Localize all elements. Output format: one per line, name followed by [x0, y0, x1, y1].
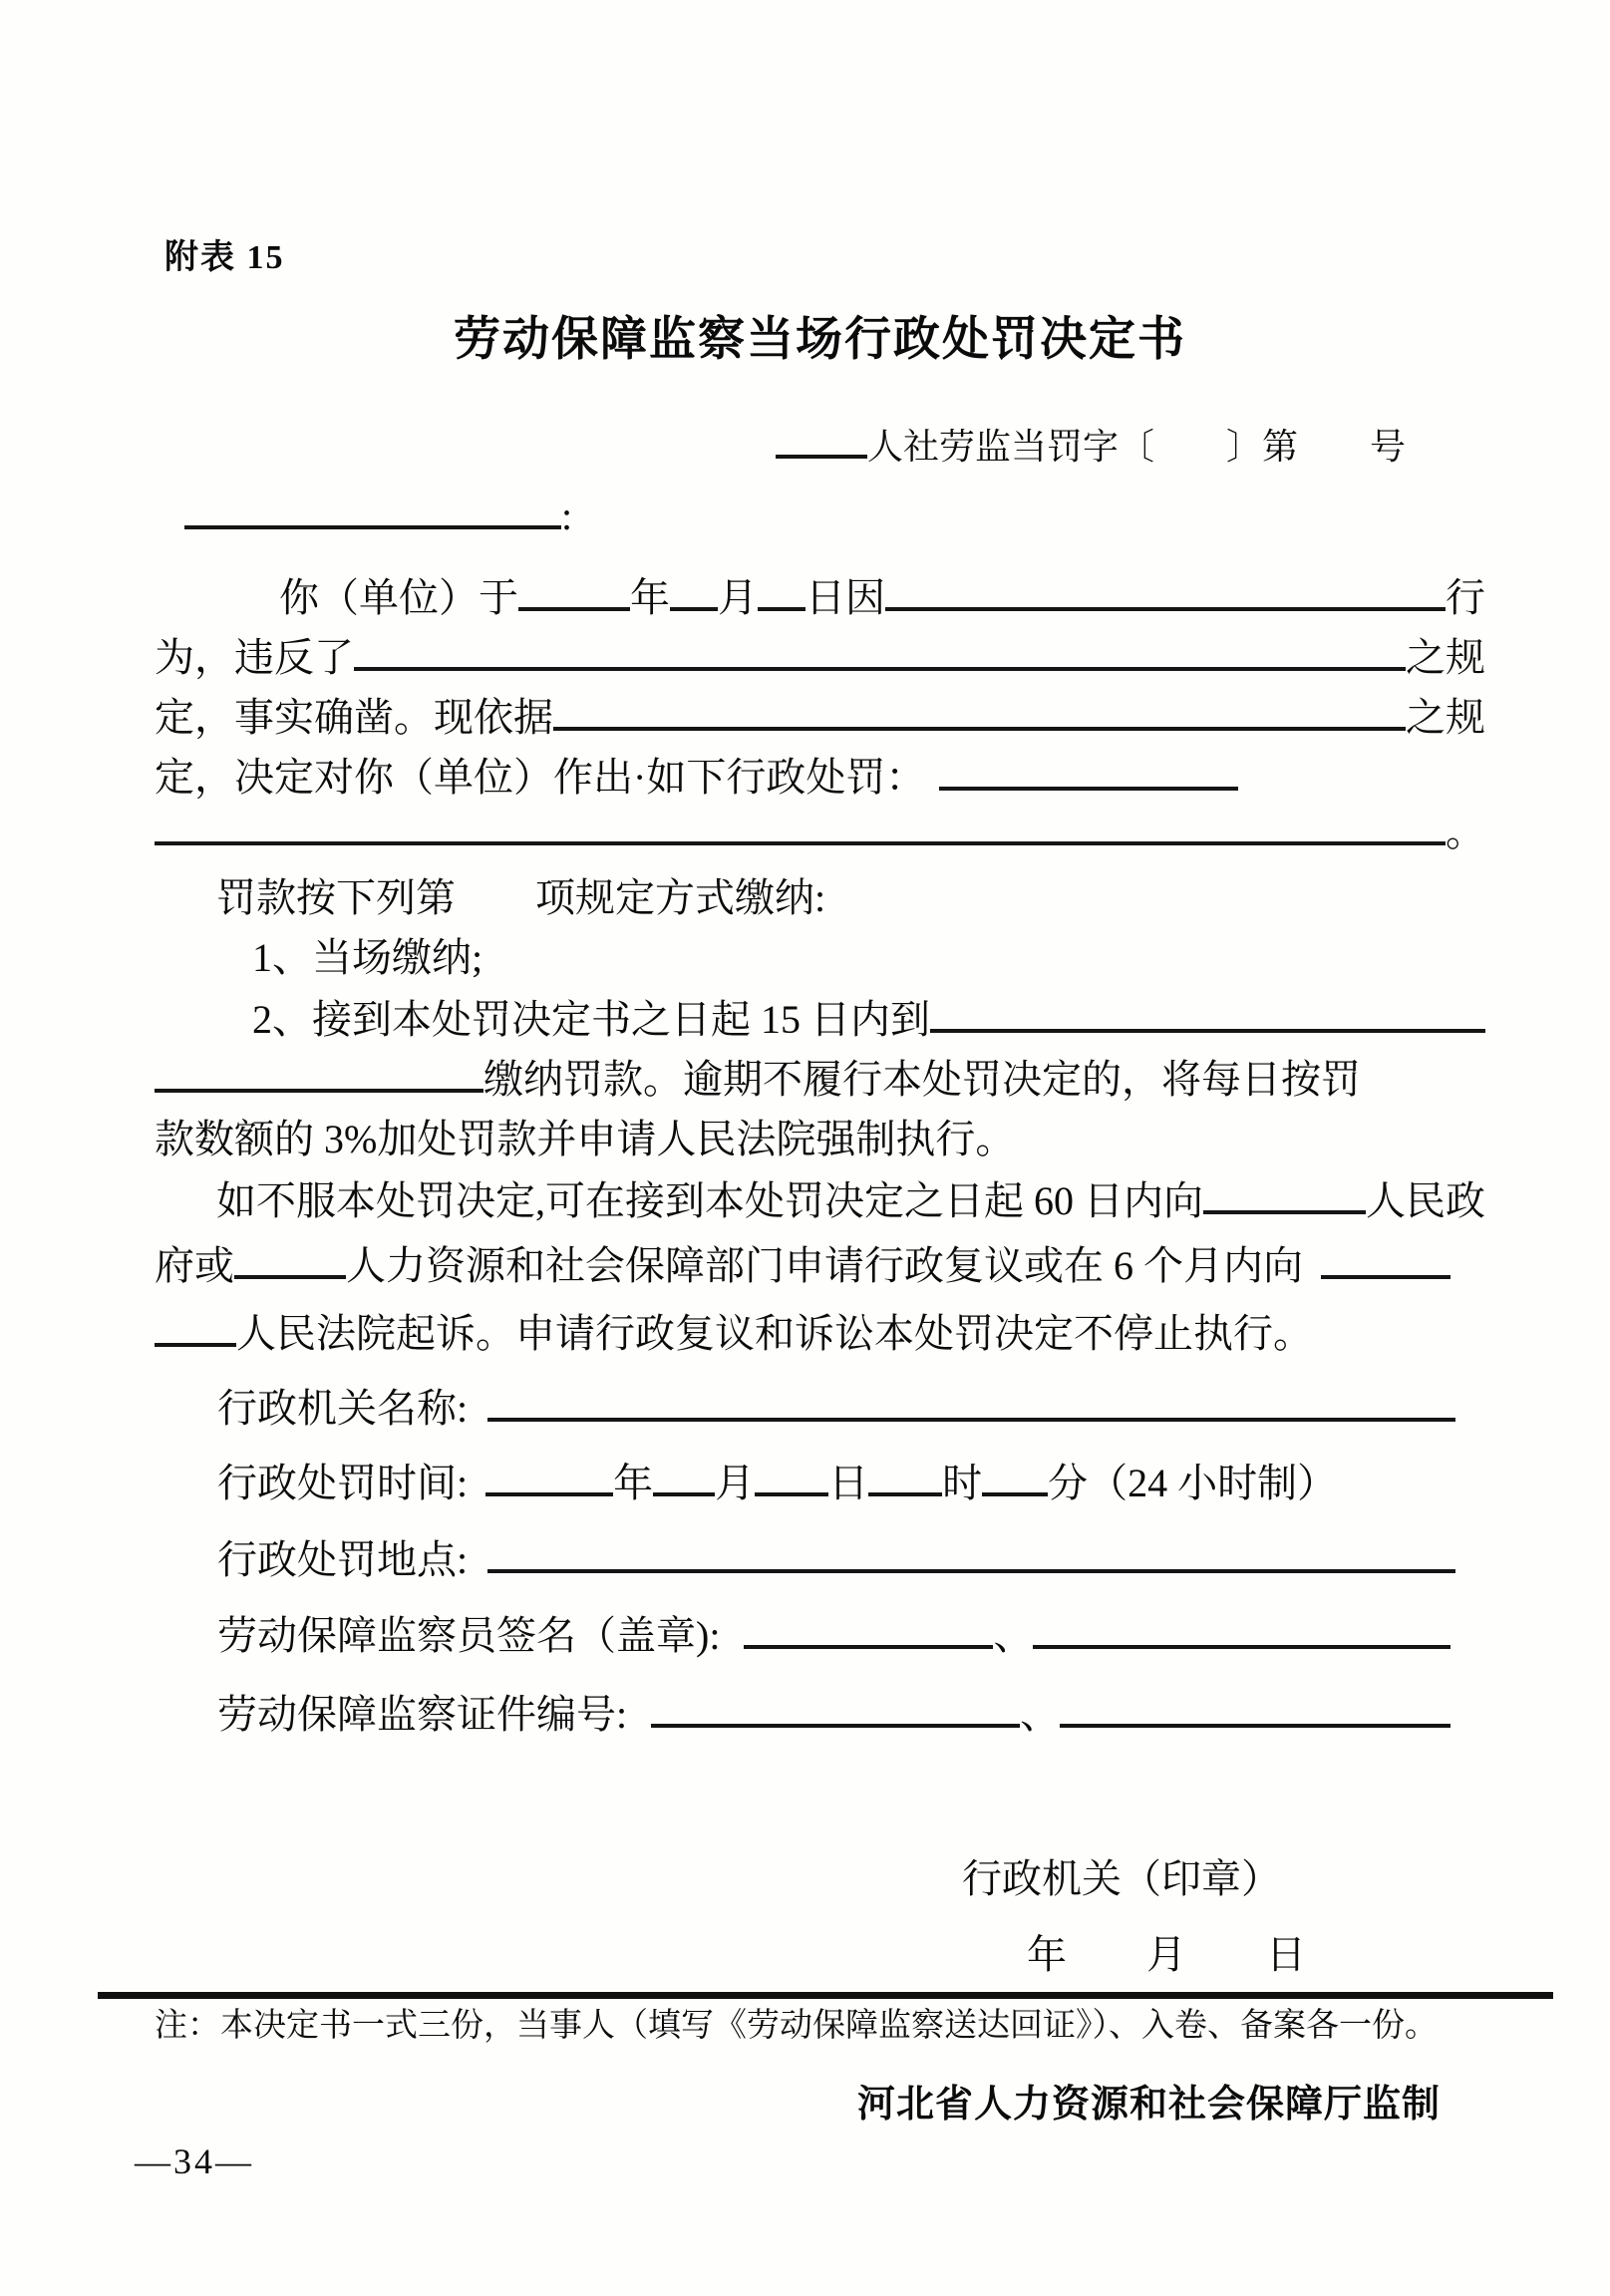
appeal-text: 人民政: [1366, 1178, 1485, 1223]
blank-underline: [939, 782, 1238, 791]
blank-underline: [982, 1487, 1048, 1496]
paragraph-text: 年: [630, 575, 670, 620]
paragraph-line: [155, 755, 1485, 801]
paragraph-line: [155, 575, 1485, 621]
penalty-place-line: [155, 1537, 1485, 1583]
agency-name-label: 行政机关名称:: [217, 1386, 469, 1431]
separator-mark: 、: [993, 1613, 1034, 1658]
addressee-colon: :: [561, 493, 573, 538]
paragraph-line: [155, 635, 1485, 681]
blank-underline: [155, 836, 1446, 845]
blank-underline: [354, 662, 1406, 671]
signature-date-text: 年 月 日: [1027, 1932, 1306, 1977]
blank-underline: [234, 1270, 346, 1279]
payment-item-text: 1、当场缴纳;: [252, 935, 483, 980]
payment-item-text: 款数额的 3%加处罚款并申请人民法院强制执行。: [155, 1117, 1016, 1161]
appeal-text: 人力资源和社会保障部门申请行政复议或在 6 个月内向: [346, 1243, 1303, 1288]
paragraph-text: 你（单位）于: [279, 575, 518, 620]
agency-stamp-text: 行政机关（印章）: [962, 1856, 1281, 1901]
payment-item-line: [155, 997, 1485, 1043]
blank-underline: [1321, 1270, 1450, 1279]
payment-intro-line: [155, 875, 1485, 921]
payment-item-text: 缴纳罚款。逾期不履行本处罚决定的，将每日按罚: [483, 1057, 1361, 1102]
issuer-line: [155, 2084, 1485, 2128]
appeal-text: 府或: [155, 1243, 234, 1288]
signature-date-line: [155, 1932, 1485, 1978]
paragraph-line: [155, 695, 1485, 741]
doc-number-text: 人社劳监当罚字〔 〕第 号: [866, 427, 1406, 467]
annex-label: 附表 15: [164, 239, 285, 276]
blank-underline: [518, 602, 630, 611]
agency-name-line: [155, 1386, 1485, 1432]
blank-underline: [868, 1487, 942, 1496]
agency-stamp-line: [155, 1856, 1485, 1902]
inspector-signature-label: 劳动保障监察员签名（盖章):: [217, 1613, 721, 1658]
addressee-line: [155, 493, 1485, 539]
blank-underline: [487, 1564, 1455, 1573]
paragraph-text: 之规: [1406, 635, 1485, 680]
blank-underline: [930, 1024, 1485, 1033]
appeal-line: [155, 1178, 1485, 1224]
blank-underline: [1033, 1640, 1450, 1649]
document-title: 劳动保障监察当场行政处罚决定书: [454, 314, 1186, 366]
penalty-time-label: 行政处罚时间:: [217, 1461, 469, 1505]
blank-underline: [1060, 1719, 1450, 1728]
unit-minute: 分（24 小时制）: [1048, 1461, 1338, 1505]
blank-underline: [744, 1640, 993, 1649]
page-number-text: —34—: [135, 2141, 254, 2181]
payment-intro-text: 罚款按下列第 项规定方式缴纳:: [216, 875, 826, 920]
blank-underline: [485, 1487, 613, 1496]
issuer-text: 河北省人力资源和社会保障厅监制: [856, 2084, 1441, 2126]
blank-underline: [776, 450, 867, 459]
inspector-cert-label: 劳动保障监察证件编号:: [217, 1692, 628, 1737]
page-number-line: [135, 2141, 1485, 2182]
blank-underline: [755, 1487, 828, 1496]
inspector-signature-line: [155, 1613, 1485, 1659]
penalty-place-label: 行政处罚地点:: [217, 1537, 469, 1582]
blank-underline: [155, 1338, 236, 1347]
blank-underline: [1203, 1205, 1366, 1214]
footer-note-text: 注：本决定书一式三份，当事人（填写《劳动保障监察送达回证》）、入卷、备案各一份。: [155, 2008, 1438, 2044]
paragraph-text: 定，决定对你（单位）作出·如下行政处罚：: [155, 755, 926, 800]
blank-underline: [653, 1487, 715, 1496]
paragraph-text: 日因: [805, 575, 885, 620]
footer-divider: [98, 1992, 1553, 1999]
doc-number-line: [155, 427, 1485, 468]
blank-underline: [487, 1413, 1455, 1422]
unit-hour: 时: [942, 1461, 983, 1505]
inspector-cert-line: [155, 1692, 1485, 1738]
unit-year: 年: [613, 1461, 654, 1505]
payment-item-line: [155, 1057, 1485, 1103]
paragraph-text: 定，事实确凿。现依据: [155, 695, 553, 740]
blank-underline: [651, 1719, 1020, 1728]
unit-day: 日: [828, 1461, 869, 1505]
paragraph-text: 月: [718, 575, 758, 620]
blank-underline: [553, 722, 1406, 731]
appeal-text: 如不服本处罚决定,可在接到本处罚决定之日起 60 日内向: [216, 1178, 1203, 1223]
penalty-time-line: [155, 1461, 1485, 1506]
payment-item-text: 2、接到本处罚决定书之日起 15 日内到: [252, 997, 930, 1042]
footer-note-line: [155, 2008, 1485, 2046]
paragraph-text: 行: [1446, 575, 1485, 620]
paragraph-text: 之规: [1406, 695, 1485, 740]
paragraph-text: 为，违反了: [155, 635, 354, 680]
blank-underline: [155, 1084, 483, 1093]
appeal-line: [155, 1311, 1485, 1357]
payment-item-line: [155, 935, 1485, 981]
blank-underline: [670, 602, 718, 611]
paragraph-text: 。: [1446, 810, 1485, 854]
blank-underline: [885, 602, 1446, 611]
blank-underline: [758, 602, 805, 611]
paragraph-line: [155, 810, 1485, 855]
unit-month: 月: [715, 1461, 756, 1505]
payment-item-line: [155, 1117, 1485, 1162]
blank-underline: [184, 520, 561, 529]
appeal-line: [155, 1243, 1485, 1289]
appeal-text: 人民法院起诉。申请行政复议和诉讼本处罚决定不停止执行。: [236, 1311, 1313, 1356]
separator-mark: 、: [1020, 1692, 1061, 1737]
